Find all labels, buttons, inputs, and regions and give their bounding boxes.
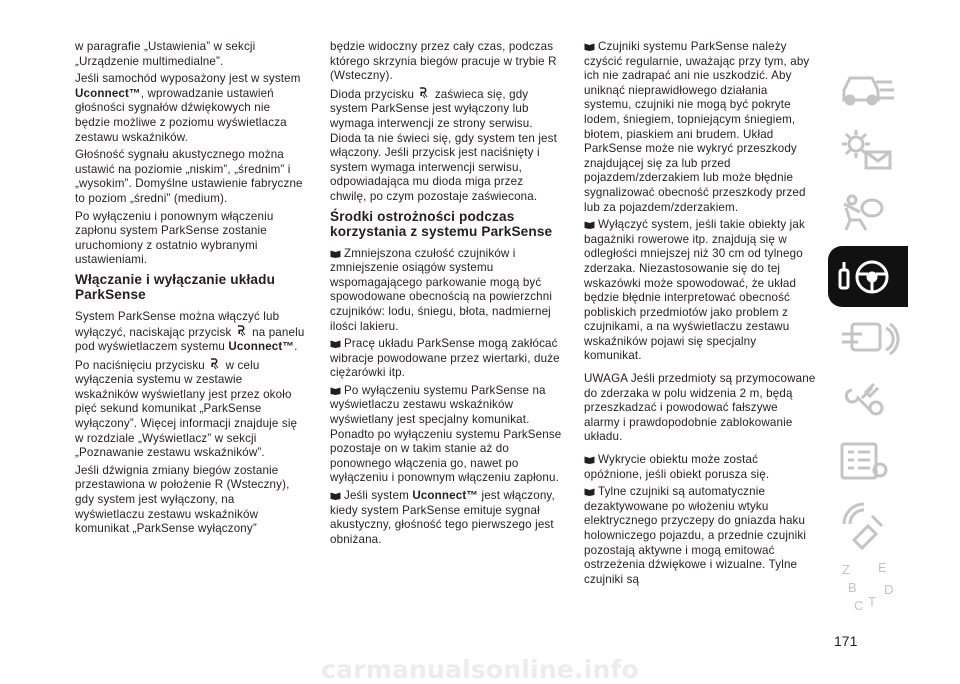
paragraph: w paragrafie „Ustawienia” w sekcji „Urządzenie multimedialne”. [75,40,256,68]
index-icon [828,556,908,617]
bullet-item: Po wyłączeniu systemu ParkSense na wyświetlaczu zestawu wskaźników wyświetlany jest specjalny komunikat. Ponadto po wyłączeniu systemu ParkSense pozostaje on w takim stanie aż do ponownego włączenia go, nawet po wyłączeniu i ponownym włączeniu zapłonu. [330,383,562,485]
driving-icon [828,246,908,307]
tab-index[interactable] [828,556,908,617]
tab-driving[interactable] [828,246,908,307]
paragraph: Jeśli dźwignia zmiany biegów zostanie przestawiona w położenie R (Wsteczny), gdy system jest wyłączony, na wyświetlaczu zestawu wskaźników komunikat „ParkSense wyłączony” [75,463,290,536]
index-letter: B [848,580,857,595]
index-letter: C [854,598,864,613]
emergency-icon [828,494,908,555]
tab-maintenance[interactable] [828,370,908,431]
section-heading: Włączanie i wyłączanie układu ParkSense [75,271,276,302]
multimedia-icon [828,308,908,369]
paragraph: Po naciśnięciu przycisku w celu wyłączenia systemu w zestawie wskaźników wyświetlany jest przez około pięć sekund komunikat „ParkSense wyłączony”. Więcej informacji znajduje się w rozdziale „Wyświetlacz” w sekcji „Poznawanie zestawu wskaźników”. [75,358,298,460]
tab-multimedia[interactable] [828,308,908,369]
book-bullet-icon [330,491,341,500]
book-bullet-icon [584,455,595,464]
tab-warning-lights[interactable] [828,122,908,183]
book-bullet-icon [584,220,595,229]
tab-dashboard[interactable] [828,60,908,121]
tab-emergency[interactable] [828,494,908,555]
index-letter: Z [842,562,850,577]
dashboard-icon [828,60,908,121]
text-column-3 [584,40,816,590]
book-bullet-icon [330,386,341,395]
maintenance-icon [828,370,908,431]
book-bullet-icon [330,339,341,348]
paragraph: Po wyłączeniu i ponownym włączeniu zapłonu system ParkSense zostanie uruchomiony z ostatnio wybranymi ustawieniami. [75,209,274,267]
paragraph: Głośność sygnału akustycznego można ustawić na poziomie „niskim”, „średnim” i „wysokim”. Domyślne ustawienie fabryczne to poziom „średni” (medium). [75,148,303,205]
tab-safety[interactable] [828,184,908,245]
paragraph: Jeśli samochód wyposażony jest w system Uconnect™, wprowadzanie ustawień głośności sygnałów dźwiękowych nie będzie możliwe z poziomu wyświetlacza zestawu wskaźników. [75,72,301,144]
bullet-item: Tylne czujniki są automatycznie dezaktywowane po włożeniu wtyku elektrycznego przyczepy do gniazda haku holowniczego pojazdu, a przednie czujniki pozostają aktywne i mogą emitować ostrzeżenia dźwiękowe i wizualne. Tylne czujniki są [584,485,807,586]
page-number: 171 [834,633,858,649]
watermark: carmanualsonline.info [321,655,639,684]
parksense-button-icon [419,87,429,99]
text-column-1 [75,40,305,540]
index-letter: D [884,582,894,597]
tab-technical-data[interactable] [828,432,908,493]
paragraph: System ParkSense można włączyć lub wyłączyć, naciskając przycisk na panelu pod wyświetlaczem systemu Uconnect™. [75,309,305,354]
technical-data-icon [828,432,908,493]
bullet-item: Pracę układu ParkSense mogą zakłócać wibracje powodowane przez wiertarki, duże ciężarówki itp. [330,337,560,380]
bullet-item: Czujniki systemu ParkSense należy czyścić regularnie, uważając przy tym, aby ich nie zadrapać ani nie uszkodzić. Aby uniknąć nieprawidłowego działania systemu, czujniki nie mogą być pokryte lodem, śniegiem, topniejącym śniegiem, błotem, piaskiem ani brudem. Układ ParkSense może nie wykryć przeszkody znajdującej się za lub przed pojazdem/zderzakiem lub może błędnie sygnalizować obecność przeszkody przed lub za pojazdem/zderzakiem. [584,40,810,214]
section-heading: Środki ostrożności podczas korzystania z systemu ParkSense [330,208,553,239]
book-bullet-icon [584,42,595,51]
index-letter: T [868,594,876,609]
warning-lights-icon [828,122,908,183]
bullet-item: Jeśli system Uconnect™ jest włączony, kiedy system ParkSense emituje sygnał akustyczny, głośność tego pierwszego jest obniżana. [330,489,555,546]
bullet-item: Wykrycie obiektu może zostać opóźnione, jeśli obiekt porusza się. [584,453,770,481]
text-column-2 [330,40,562,550]
bullet-item: Zmniejszona czułość czujników i zmniejszenie osiągów systemu wspomagającego parkowanie mogą być spowodowane obecnością na powierzchni czujników: lodu, śniegu, błota, nadmiernej ilości lakieru. [330,246,553,333]
book-bullet-icon [330,249,341,258]
parksense-button-icon [210,358,220,370]
parksense-button-icon [237,325,247,337]
bullet-item: Wyłączyć system, jeśli takie obiekty jak bagażniki rowerowe itp. znajdują się w odległości mniejszej niż 30 cm od tylnego zderzaka. Niezastosowanie się do tej wskazówki może spowodować, że układ będzie błędnie interpretować obecność pobliskich przedmiotów jako problem z czujnikami, a na wyświetlaczu zestawu wskaźników pojawi się specjalny komunikat. [584,218,805,363]
paragraph: będzie widoczny przez cały czas, podczas którego skrzynia biegów pracuje w trybie R (Wsteczny). [330,40,557,83]
safety-icon [828,184,908,245]
paragraph: Dioda przycisku zaświeca się, gdy system ParkSense jest wyłączony lub wymaga interwencji ze strony serwisu. Dioda ta nie świeci się, gdy system ten jest włączony. Jeśli przycisk jest naciśnięty i system wymaga interwencji serwisu, odpowiadająca mu dioda miga przez chwilę, po czym pozostaje zaświecona. [330,87,557,203]
book-bullet-icon [584,487,595,496]
note-paragraph: UWAGA Jeśli przedmioty są przymocowane do zderzaka w polu widzenia 2 m, będą przeszkadzać i powodować fałszywe alarmy i prawdopodobnie zablokowanie układu. [584,372,816,444]
index-letter: E [878,560,887,575]
